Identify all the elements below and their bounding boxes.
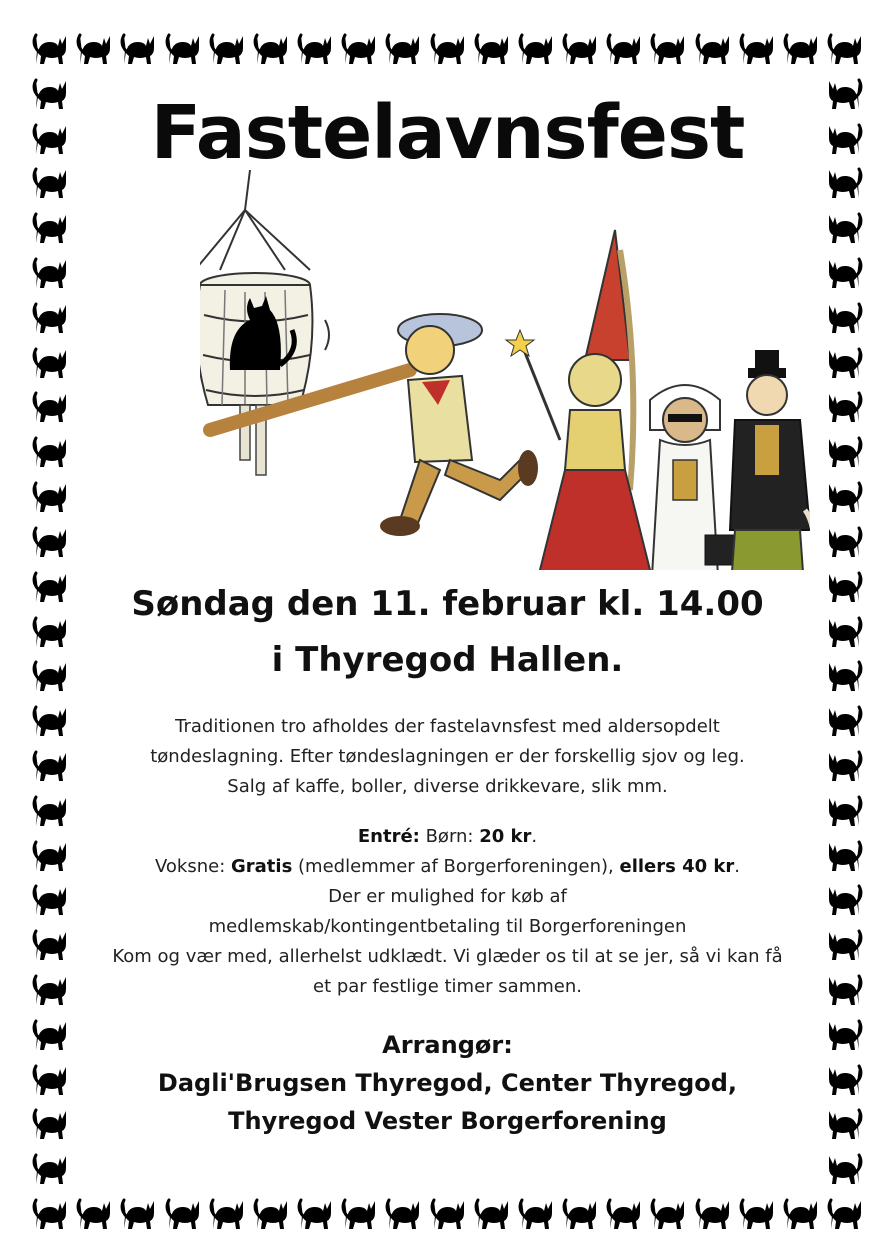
black-cat-icon bbox=[825, 568, 865, 608]
black-cat-icon bbox=[207, 1195, 247, 1235]
black-cat-icon bbox=[207, 30, 247, 70]
event-description bbox=[80, 712, 815, 802]
black-cat-icon bbox=[30, 75, 70, 115]
black-cat-icon bbox=[825, 926, 865, 966]
membership-line: Der er mulighed for køb af bbox=[328, 886, 567, 907]
adults-end: . bbox=[734, 856, 740, 877]
black-cat-icon bbox=[825, 792, 865, 832]
black-cat-icon bbox=[30, 613, 70, 653]
black-cat-icon bbox=[30, 299, 70, 339]
black-cat-icon bbox=[74, 1195, 114, 1235]
organizer-line: Thyregod Vester Borgerforening bbox=[228, 1107, 667, 1135]
black-cat-icon bbox=[428, 30, 468, 70]
black-cat-icon bbox=[825, 209, 865, 249]
black-cat-icon bbox=[825, 164, 865, 204]
black-cat-icon bbox=[604, 1195, 644, 1235]
black-cat-icon bbox=[118, 30, 158, 70]
organizer-line: Dagli'Brugsen Thyregod, Center Thyregod, bbox=[157, 1069, 738, 1097]
entry-label: Entré: bbox=[357, 826, 420, 847]
princess-icon bbox=[506, 230, 660, 570]
black-cat-icon bbox=[825, 344, 865, 384]
entry-adults-line bbox=[80, 852, 815, 882]
black-cat-icon bbox=[30, 837, 70, 877]
children-end: . bbox=[531, 826, 538, 847]
description-line: Salg af kaffe, boller, diverse drikkevare, slik mm. bbox=[227, 776, 668, 797]
black-cat-icon bbox=[30, 1105, 70, 1145]
black-cat-icon bbox=[825, 881, 865, 921]
black-cat-icon bbox=[251, 30, 291, 70]
black-cat-icon bbox=[560, 1195, 600, 1235]
black-cat-icon bbox=[428, 1195, 468, 1235]
black-cat-icon bbox=[693, 30, 733, 70]
black-cat-icon bbox=[295, 1195, 335, 1235]
black-cat-icon bbox=[825, 1195, 865, 1235]
description-line: Traditionen tro afholdes der fastelavnsfest med aldersopdelt bbox=[175, 716, 720, 737]
black-cat-icon bbox=[30, 568, 70, 608]
black-cat-icon bbox=[163, 30, 203, 70]
black-cat-icon bbox=[30, 388, 70, 428]
black-cat-icon bbox=[30, 120, 70, 160]
black-cat-icon bbox=[30, 1195, 70, 1235]
black-cat-icon bbox=[30, 344, 70, 384]
black-cat-icon bbox=[560, 30, 600, 70]
membership-line: medlemskab/kontingentbetaling til Borgerforeningen bbox=[208, 916, 687, 937]
black-cat-icon bbox=[383, 1195, 423, 1235]
black-cat-icon bbox=[118, 1195, 158, 1235]
poster-title: Fastelavnsfest bbox=[150, 90, 745, 176]
black-cat-icon bbox=[737, 30, 777, 70]
organizer-heading: Arrangør: bbox=[382, 1031, 513, 1059]
adults-label: Voksne: bbox=[155, 856, 231, 877]
black-cat-icon bbox=[737, 1195, 777, 1235]
adults-price: ellers 40 kr bbox=[619, 856, 735, 877]
black-cat-icon bbox=[825, 1150, 865, 1190]
black-cat-icon bbox=[30, 1016, 70, 1056]
black-cat-icon bbox=[825, 657, 865, 697]
black-cat-icon bbox=[825, 523, 865, 563]
black-cat-icon bbox=[30, 164, 70, 204]
black-cat-icon bbox=[163, 1195, 203, 1235]
black-cat-icon bbox=[30, 657, 70, 697]
event-venue: i Thyregod Hallen. bbox=[271, 640, 624, 680]
black-cat-icon bbox=[30, 792, 70, 832]
black-cat-icon bbox=[383, 30, 423, 70]
black-cat-icon bbox=[30, 1061, 70, 1101]
black-cat-icon bbox=[825, 30, 865, 70]
sheikh-costume-icon bbox=[650, 385, 745, 570]
black-cat-icon bbox=[30, 747, 70, 787]
black-cat-icon bbox=[472, 30, 512, 70]
invite-line: Kom og vær med, allerhelst udklædt. Vi glæder os til at se jer, så vi kan få bbox=[112, 946, 783, 967]
adults-free-note: (medlemmer af Borgerforeningen), bbox=[292, 856, 620, 877]
barrel-icon bbox=[200, 273, 329, 475]
event-date: Søndag den 11. februar kl. 14.00 bbox=[131, 584, 764, 624]
black-cat-icon bbox=[825, 971, 865, 1011]
black-cat-icon bbox=[825, 254, 865, 294]
black-cat-icon bbox=[472, 1195, 512, 1235]
black-cat-icon bbox=[825, 478, 865, 518]
invite-line: et par festlige timer sammen. bbox=[313, 976, 582, 997]
black-cat-icon bbox=[825, 1061, 865, 1101]
black-cat-icon bbox=[339, 30, 379, 70]
costumed-people-barrel-illustration bbox=[200, 170, 810, 570]
suit-man-icon bbox=[730, 350, 810, 570]
entry-children-line bbox=[80, 822, 815, 852]
black-cat-icon bbox=[648, 30, 688, 70]
black-cat-icon bbox=[30, 30, 70, 70]
black-cat-icon bbox=[781, 30, 821, 70]
black-cat-icon bbox=[825, 120, 865, 160]
children-price: 20 kr bbox=[479, 826, 532, 847]
black-cat-icon bbox=[781, 1195, 821, 1235]
black-cat-icon bbox=[516, 1195, 556, 1235]
black-cat-icon bbox=[30, 523, 70, 563]
entry-info bbox=[80, 822, 815, 1002]
black-cat-icon bbox=[648, 1195, 688, 1235]
black-cat-icon bbox=[825, 747, 865, 787]
black-cat-icon bbox=[825, 388, 865, 428]
organizer-block bbox=[80, 1026, 815, 1140]
poster-content bbox=[80, 80, 815, 1180]
black-cat-icon bbox=[74, 30, 114, 70]
black-cat-icon bbox=[30, 881, 70, 921]
black-cat-icon bbox=[825, 1105, 865, 1145]
description-line: tøndeslagning. Efter tøndeslagningen er der forskellig sjov og leg. bbox=[150, 746, 745, 767]
black-cat-icon bbox=[30, 702, 70, 742]
black-cat-icon bbox=[516, 30, 556, 70]
black-cat-icon bbox=[30, 209, 70, 249]
black-cat-icon bbox=[30, 926, 70, 966]
black-cat-icon bbox=[693, 1195, 733, 1235]
black-cat-icon bbox=[825, 75, 865, 115]
black-cat-icon bbox=[825, 1016, 865, 1056]
black-cat-icon bbox=[251, 1195, 291, 1235]
black-cat-icon bbox=[295, 30, 335, 70]
black-cat-icon bbox=[604, 30, 644, 70]
black-cat-icon bbox=[825, 433, 865, 473]
black-cat-icon bbox=[30, 478, 70, 518]
black-cat-icon bbox=[825, 837, 865, 877]
black-cat-icon bbox=[30, 971, 70, 1011]
black-cat-icon bbox=[339, 1195, 379, 1235]
black-cat-icon bbox=[30, 433, 70, 473]
children-label: Børn: bbox=[419, 826, 480, 847]
black-cat-icon bbox=[825, 702, 865, 742]
adults-free: Gratis bbox=[231, 856, 293, 877]
black-cat-icon bbox=[825, 299, 865, 339]
black-cat-icon bbox=[30, 254, 70, 294]
black-cat-icon bbox=[30, 1150, 70, 1190]
black-cat-icon bbox=[825, 613, 865, 653]
